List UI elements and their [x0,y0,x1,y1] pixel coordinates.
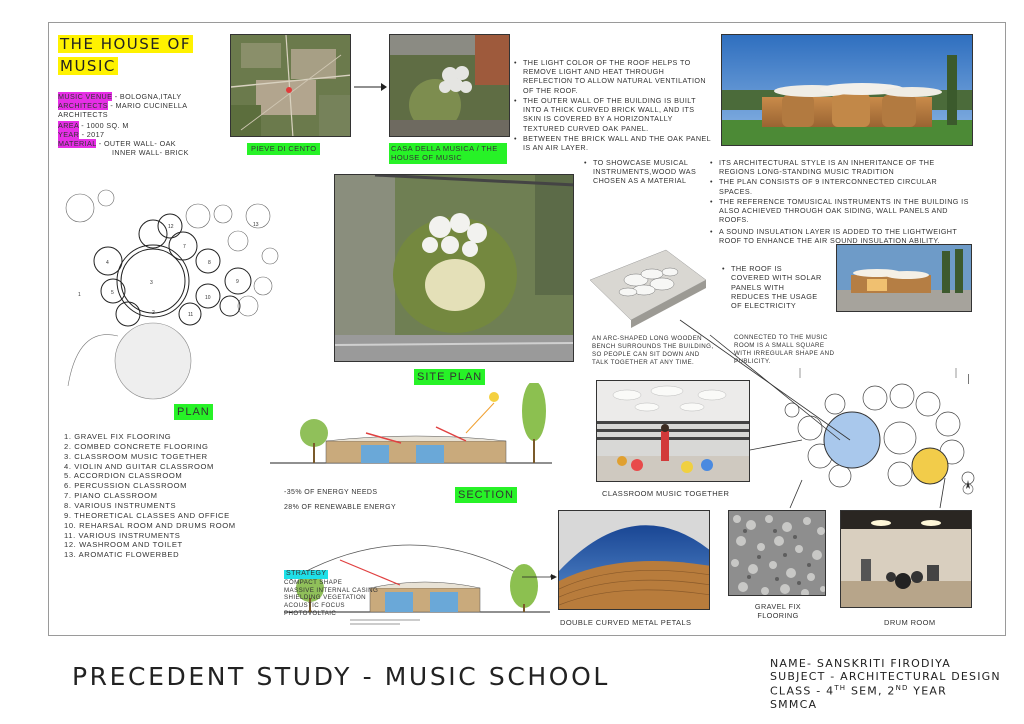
plan-legend-item: 13. AROMATIC FLOWERBED [64,550,180,560]
bench-note: AN ARC-SHAPED LONG WOODEN BENCH SURROUNDS THE BUILDING, SO PEOPLE CAN SIT DOWN AND TALK TOGETHER AT ANY TIME. [592,335,714,366]
svg-text:8: 8 [208,260,211,266]
student-info [770,658,1006,712]
student-subject: SUBJECT - ARCHITECTURAL DESIGN [770,669,1001,683]
plan-legend-item: 3. CLASSROOM MUSIC TOGETHER [64,451,208,461]
house-of-music-aerial-map [389,34,510,137]
plan-legend-item: 7. PIANO CLASSROOM [64,491,158,501]
svg-text:4: 4 [106,260,109,266]
plan-legend-item: 9. THEORETICAL CLASSES AND OFFICE [64,510,230,520]
strategy-block [284,570,404,618]
plan-legend-item: 12. WASHROOM AND TOILET [64,540,183,550]
project-facts [58,92,234,158]
style-note: • THE REFERENCE TOMUSICAL INSTRUMENTS IN THE BUILDING IS ALSO ACHIEVED THROUGH OAK SIDING, WALL PANELS AND ROOFS. [710,197,972,225]
fact-venue: MUSIC VENUE - BOLOGNA,ITALY [58,92,182,101]
roof-note: • BETWEEN THE BRICK WALL AND THE OAK PANEL IS AN AIR LAYER. [514,134,712,152]
energy-stats [284,489,454,513]
caption-gravel: GRAVEL FIX FLOORING [754,602,802,621]
student-name: NAME- SANSKRITI FIRODIYA [770,657,951,670]
gravel-photo [728,510,826,596]
exterior-photo [721,34,973,146]
style-note: • A SOUND INSULATION LAYER IS ADDED TO THE LIGHTWEIGHT ROOF TO ENHANCE THE AIR SOUND INSULATION ABILITY. [710,227,972,245]
style-note: • THE PLAN CONSISTS OF 9 INTERCONNECTED CIRCULAR SPACES. [710,177,972,195]
student-college: SMMCA [770,697,818,711]
energy-needs: -35% OF ENERGY NEEDS [284,489,378,496]
roof-note: • THE OUTER WALL OF THE BUILDING IS BUILT INTO A THICK CURVED BRICK WALL, AND ITS SKIN IS COVERED BY A HORIZONTALLY TEXTURED CURVED OAK PANEL. [514,96,712,133]
strategy-item: PHOTOVOLTAIC [284,609,337,617]
strategy-item: SHIELDING VEGETATION [284,594,367,602]
energy-renewable: 28% OF RENEWABLE ENERGY [284,503,397,511]
caption-site-plan: SITE PLAN [414,369,485,385]
strategy-item: ACOUSTIC FOCUS [284,602,345,609]
fact-year: YEAR - 2017 [58,129,105,139]
svg-text:12: 12 [168,224,174,230]
strategy-item: COMPACT SHAPE [284,578,343,586]
plan-legend-item: 8. VARIOUS INSTRUMENTS [64,501,177,511]
svg-text:7: 7 [183,244,186,250]
student-class: CLASS - 4TH SEM, 2ND YEAR [770,683,947,698]
roof-note: • THE LIGHT COLOR OF THE ROOF HELPS TO REMOVE LIGHT AND HEAT THROUGH REFLECTION TO ALLOW NATURAL VENTILATION OF THE ROOF. [514,58,712,95]
svg-text:3: 3 [150,280,153,286]
plan-legend-item: 5. ACCORDION CLASSROOM [64,471,183,481]
caption-section: SECTION [455,487,517,503]
style-notes [710,158,972,246]
svg-text:1: 1 [78,292,81,298]
caption-house-of-music: CASA DELLA MUSICA / THE HOUSE OF MUSIC [389,143,507,164]
roof-notes [514,58,712,153]
section-drawing [266,383,556,469]
fact-material: MATERIAL - OUTER WALL- OAK [58,139,176,149]
project-title: THE HOUSE OF MUSIC [60,35,191,75]
site-plan-image [334,174,574,362]
plan-legend-item: 4. VIOLIN AND GUITAR CLASSROOM [64,461,214,471]
svg-text:5: 5 [111,290,114,296]
plan-legend-item: 2. COMBED CONCRETE FLOORING [64,441,209,451]
plan-drawing [58,186,280,400]
plan-legend-item: 1. GRAVEL FIX FLOORING [64,432,172,441]
plan-legend-item: 6. PERCUSSION CLASSROOM [64,481,188,491]
strategy-heading: STRATEGY [286,570,327,577]
metal-petals-photo [558,510,710,610]
caption-classroom: CLASSROOM MUSIC TOGETHER [602,489,730,498]
strategy-item: MASSIVE INTERNAL CASING [284,586,379,594]
fact-material-inner: INNER WALL- BRICK [112,148,189,158]
solar-note: • THE ROOF IS COVERED WITH SOLAR PANELS WITH REDUCES THE USAGE OF ELECTRICITY [722,264,822,312]
drum-room-photo [840,510,972,608]
caption-pieve-di-cento: PIEVE DI CENTO [247,143,320,155]
wood-note: • TO SHOWCASE MUSICAL INSTRUMENTS,WOOD WAS CHOSEN AS A MATERIAL [584,158,706,187]
sheet-title: PRECEDENT STUDY - MUSIC SCHOOL [72,662,610,691]
arrow-to-petals-icon [522,572,558,582]
svg-text:10: 10 [205,295,211,301]
svg-text:2: 2 [152,310,155,316]
style-note: • ITS ARCHITECTURAL STYLE IS AN INHERITANCE OF THE REGIONS LONG-STANDING MUSIC TRADITION [710,158,972,176]
plan-legend-item: 10. REHARSAL ROOM AND DRUMS ROOM [64,520,236,530]
pieve-di-cento-map [230,34,351,137]
caption-petals: DOUBLE CURVED METAL PETALS [560,618,692,627]
svg-text:11: 11 [188,312,194,318]
svg-text:13: 13 [253,222,259,228]
caption-plan: PLAN [174,404,213,420]
fact-architects: ARCHITECTS - MARIO CUCINELLA ARCHITECTS [58,101,188,120]
music-room-note: CONNECTED TO THE MUSIC ROOM IS A SMALL SQUARE WITH IRREGULAR SHAPE AND PUBLICITY. [734,334,835,365]
plan-legend [64,432,294,560]
plan-legend-item: 11. VARIOUS INSTRUMENTS [64,530,181,540]
arrow-right-icon [354,82,388,92]
caption-drum-room: DRUM ROOM [884,618,936,627]
svg-text:9: 9 [236,279,239,285]
fact-area: AREA - 1000 SQ. M [58,120,129,130]
